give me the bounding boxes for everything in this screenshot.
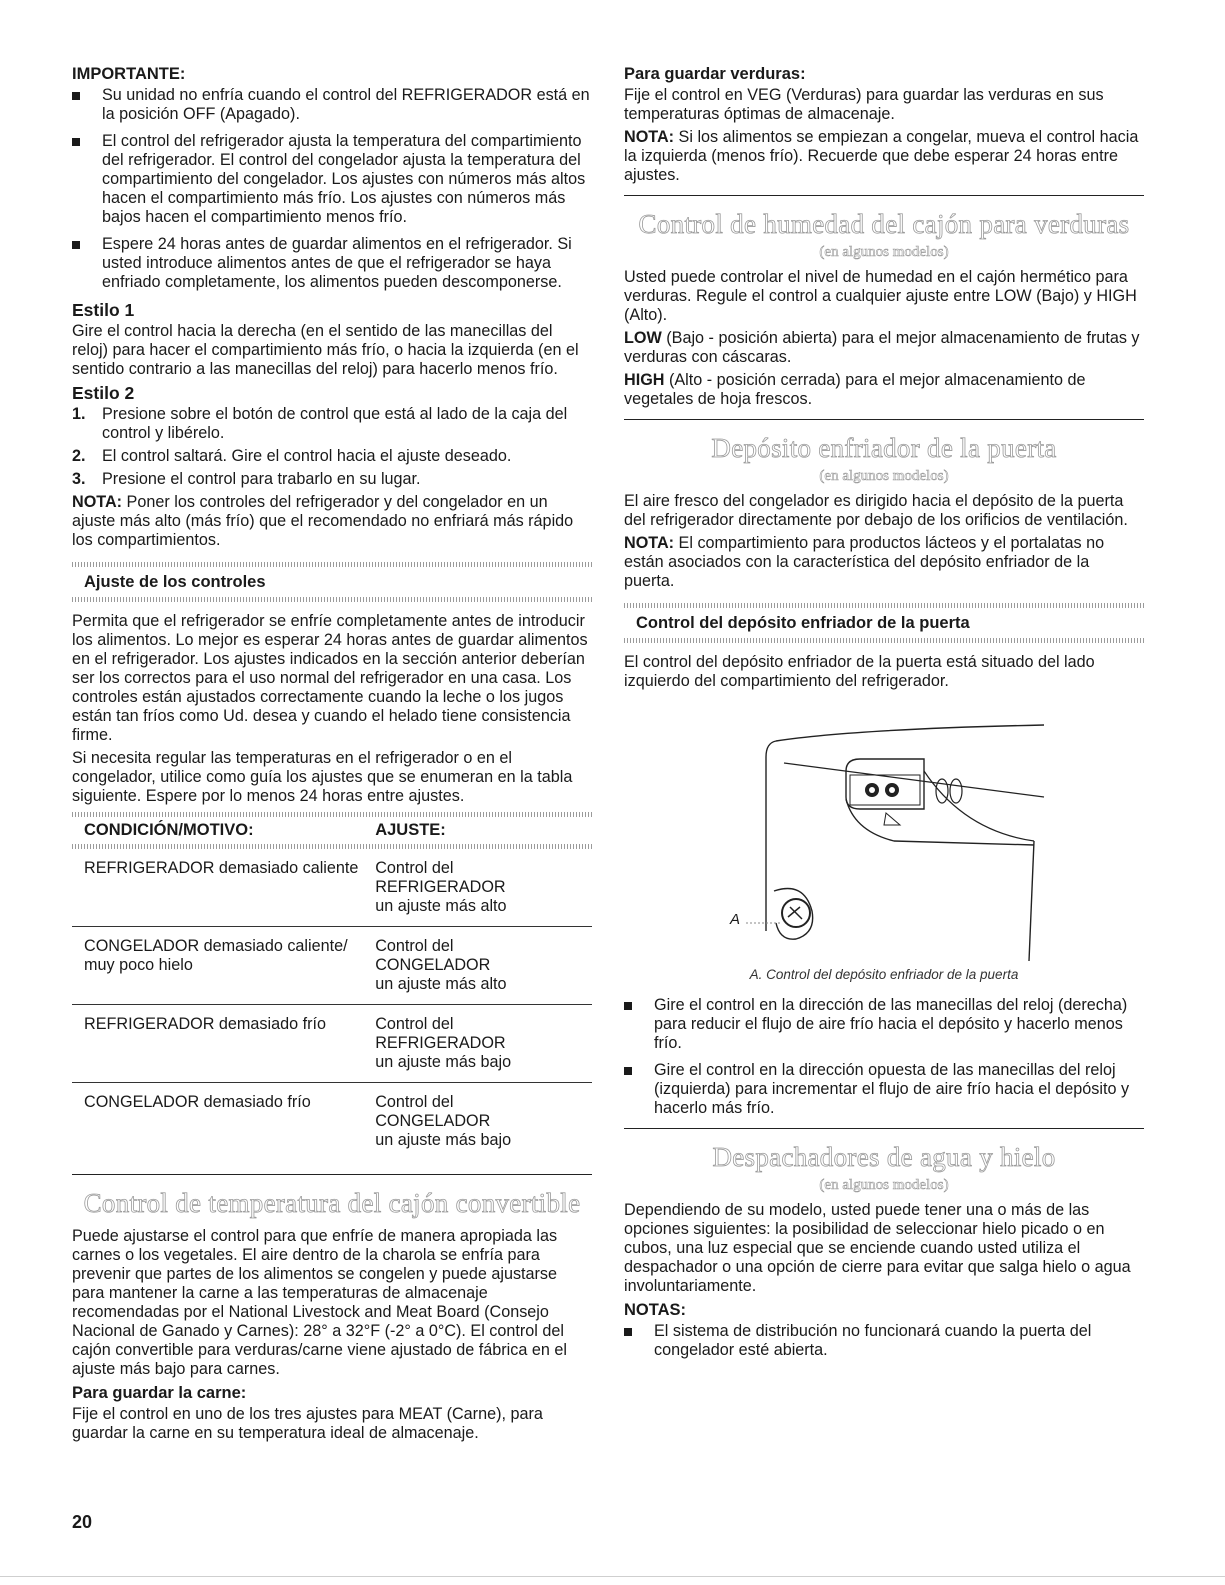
note-text: Poner los controles del refrigerador y del congelador en un ajuste más alto (más frío) que el recomendado no enfriará más rápido los compartimientos. bbox=[72, 493, 574, 549]
section-rule bbox=[624, 195, 1144, 196]
notes-list bbox=[624, 1322, 1144, 1360]
chiller-note: NOTA: El compartimiento para productos lácteos y el portalatas no están asociados con la característica del depósito enfriador de la puerta. bbox=[624, 534, 1105, 590]
humidity-section-header bbox=[624, 208, 1144, 262]
list-item: Espere 24 horas antes de guardar alimentos en el refrigerador. Si usted introduce alimentos antes de que el refrigerador se haya enfriado completamente, los alimentos pueden descomponerse. bbox=[72, 235, 592, 292]
list-item bbox=[72, 470, 592, 489]
section-title: Despachadores de agua y hielo bbox=[712, 1142, 1056, 1172]
chiller-bullets bbox=[624, 996, 1144, 1118]
adjust-heading: Ajuste de los controles bbox=[84, 573, 266, 591]
table-cell-setting: Control del CONGELADOR un ajuste más bajo bbox=[375, 1093, 512, 1149]
hatch-divider bbox=[72, 597, 592, 602]
table-row bbox=[72, 1005, 592, 1083]
table-header-setting: AJUSTE: bbox=[375, 821, 446, 839]
dispensers-section-header bbox=[624, 1141, 1144, 1195]
hatch-divider bbox=[624, 638, 1144, 643]
section-subtitle: (en algunos modelos) bbox=[819, 1177, 949, 1193]
page-number: 20 bbox=[72, 1512, 93, 1532]
step-text: Presione sobre el botón de control que está al lado de la caja del control y libérelo. bbox=[102, 405, 568, 442]
list-item: El control del refrigerador ajusta la temperatura del compartimiento del refrigerador. El control del congelador ajusta la temperatura del compartimiento del congelador. Los ajustes con números más altos hacen el compartimiento más frío. Los ajustes con números más bajos hacen el compartimiento menos frío. bbox=[72, 132, 592, 227]
table-cell-condition: CONGELADOR demasiado caliente/ muy poco hielo bbox=[72, 927, 363, 1005]
left-column bbox=[72, 64, 592, 1447]
convertible-section-header bbox=[72, 1187, 592, 1219]
meat-heading: Para guardar la carne: bbox=[72, 1384, 247, 1402]
step-text: Presione el control para trabarlo en su lugar. bbox=[102, 470, 421, 488]
right-column bbox=[624, 64, 1144, 1368]
chiller-control-heading: Control del depósito enfriador de la puerta bbox=[636, 614, 970, 632]
veg-heading: Para guardar verduras: bbox=[624, 65, 806, 83]
table-cell-setting: Control del REFRIGERADOR un ajuste más bajo bbox=[363, 1005, 592, 1083]
convertible-text: Puede ajustarse el control para que enfríe de manera apropiada las carnes o los vegetales. El aire dentro de la charola se enfría para prevenir que partes de los alimentos se congelen y puede ajustarse para mantener la carne a las temperaturas de almacenaje recomendadas por el National Livestock and Meat Board (Consejo Nacional de Ganado y Carnes): 28° a 32°F (-2° a 0°C). El control del cajón convertible para verduras/carne viene ajustado de fábrica en el ajuste más bajo para carnes. bbox=[72, 1227, 567, 1378]
section-subtitle: (en algunos modelos) bbox=[819, 244, 949, 260]
settings-table bbox=[72, 817, 592, 1160]
step-text: El control saltará. Gire el control hacia el ajuste deseado. bbox=[102, 447, 512, 465]
table-header-condition: CONDICIÓN/MOTIVO: bbox=[84, 821, 254, 839]
list-item: Gire el control en la dirección opuesta de las manecillas del reloj (izquierda) para incrementar el flujo de aire frío hacia el depósito y hacerlo más frío. bbox=[624, 1061, 1144, 1118]
section-title: Control de humedad del cajón para verduras bbox=[638, 209, 1130, 239]
meat-text: Fije el control en uno de los tres ajustes para MEAT (Carne), para guardar la carne en su temperatura ideal de almacenaje. bbox=[72, 1405, 543, 1442]
section-rule bbox=[72, 1174, 592, 1175]
style2-note bbox=[72, 493, 592, 550]
style2-steps bbox=[72, 405, 592, 489]
list-item: El sistema de distribución no funcionará cuando la puerta del congelador esté abierta. bbox=[624, 1322, 1144, 1360]
step-number: 1. bbox=[72, 405, 86, 423]
humidity-text: Usted puede controlar el nivel de humedad en el cajón hermético para verduras. Regule el control a cualquier ajuste entre LOW (Bajo) y HIGH (Alto). bbox=[624, 268, 1137, 324]
important-heading: IMPORTANTE: bbox=[72, 65, 186, 83]
section-title: Control de temperatura del cajón convertible bbox=[83, 1188, 581, 1218]
veg-note: NOTA: Si los alimentos se empiezan a congelar, mueva el control hacia la izquierda (menos frío). Recuerde que debe esperar 24 horas entre ajustes. bbox=[624, 128, 1139, 184]
list-item bbox=[72, 405, 592, 443]
list-item: Gire el control en la dirección de las manecillas del reloj (derecha) para reducir el flujo de aire frío hacia el depósito y hacerlo menos frío. bbox=[624, 996, 1144, 1053]
section-rule bbox=[624, 419, 1144, 420]
important-list bbox=[72, 86, 592, 292]
style2-heading: Estilo 2 bbox=[72, 383, 135, 403]
adjust-paragraph-1: Permita que el refrigerador se enfríe completamente antes de introducir los alimentos. Lo mejor es esperar 24 horas antes de guardar alimentos en el refrigerador. Los ajustes indicados en la sección anterior deberían ser los correctos para el uso normal del refrigerador en una casa. Los controles están ajustados correctamente cuando la leche o los jugos están tan fríos como Ud. desea y cuando el helado tiene consistencia firme. bbox=[72, 612, 588, 744]
humidity-high: HIGH (Alto - posición cerrada) para el mejor almacenamiento de vegetales de hoja frescos. bbox=[624, 371, 1086, 408]
style1-text: Gire el control hacia la derecha (en el sentido de las manecillas del reloj) para hacer el compartimiento más frío, o hacia la izquierda (en el sentido contrario a las manecillas del reloj) para hacerlo menos frío. bbox=[72, 322, 579, 378]
step-number: 2. bbox=[72, 447, 86, 465]
table-row bbox=[72, 849, 592, 927]
table-row bbox=[72, 1083, 592, 1161]
veg-text: Fije el control en VEG (Verduras) para guardar las verduras en sus temperaturas óptimas de almacenaje. bbox=[624, 86, 1104, 123]
figure-label-a: A bbox=[730, 911, 741, 928]
page-bottom-edge bbox=[0, 1568, 1225, 1585]
style1-heading: Estilo 1 bbox=[72, 300, 135, 320]
list-item bbox=[72, 447, 592, 466]
note-label: NOTA: bbox=[72, 493, 123, 511]
table-cell-condition: REFRIGERADOR demasiado frío bbox=[72, 1005, 363, 1083]
notes-heading: NOTAS: bbox=[624, 1301, 687, 1319]
table-cell-setting: Control del REFRIGERADOR un ajuste más alto bbox=[363, 849, 592, 927]
step-number: 3. bbox=[72, 470, 86, 488]
figure-caption: A. Control del depósito enfriador de la puerta bbox=[749, 967, 1019, 982]
list-item: Su unidad no enfría cuando el control del REFRIGERADOR está en la posición OFF (Apagado). bbox=[72, 86, 592, 124]
chiller-control-illustration bbox=[624, 701, 1144, 961]
table-cell-condition: REFRIGERADOR demasiado caliente bbox=[72, 849, 363, 927]
humidity-low: LOW (Bajo - posición abierta) para el mejor almacenamiento de frutas y verduras con cáscaras. bbox=[624, 329, 1140, 366]
section-title: Depósito enfriador de la puerta bbox=[711, 433, 1057, 463]
dispensers-text: Dependiendo de su modelo, usted puede tener una o más de las opciones siguientes: la posibilidad de seleccionar hielo picado o en cubos, una luz especial que se enciende cuando usted utiliza el despachador o una opción de cierre para evitar que salga hielo o agua involuntariamente. bbox=[624, 1201, 1131, 1295]
table-cell-condition: CONGELADOR demasiado frío bbox=[84, 1093, 311, 1111]
section-rule bbox=[624, 1128, 1144, 1129]
fridge-control-drawing bbox=[624, 701, 1144, 961]
chiller-text: El aire fresco del congelador es dirigido hacia el depósito de la puerta del refrigerador directamente por debajo de los orificios de ventilación. bbox=[624, 492, 1128, 529]
chiller-section-header bbox=[624, 432, 1144, 486]
section-subtitle: (en algunos modelos) bbox=[819, 468, 949, 484]
table-cell-setting: Control del CONGELADOR un ajuste más alto bbox=[363, 927, 592, 1005]
table-row bbox=[72, 927, 592, 1005]
chiller-control-text: El control del depósito enfriador de la puerta está situado del lado izquierdo del compartimiento del refrigerador. bbox=[624, 653, 1095, 690]
adjust-paragraph-2: Si necesita regular las temperaturas en el refrigerador o en el congelador, utilice como guía los ajustes que se enumeran en la tabla siguiente. Espere por lo menos 24 horas entre ajustes. bbox=[72, 749, 573, 805]
